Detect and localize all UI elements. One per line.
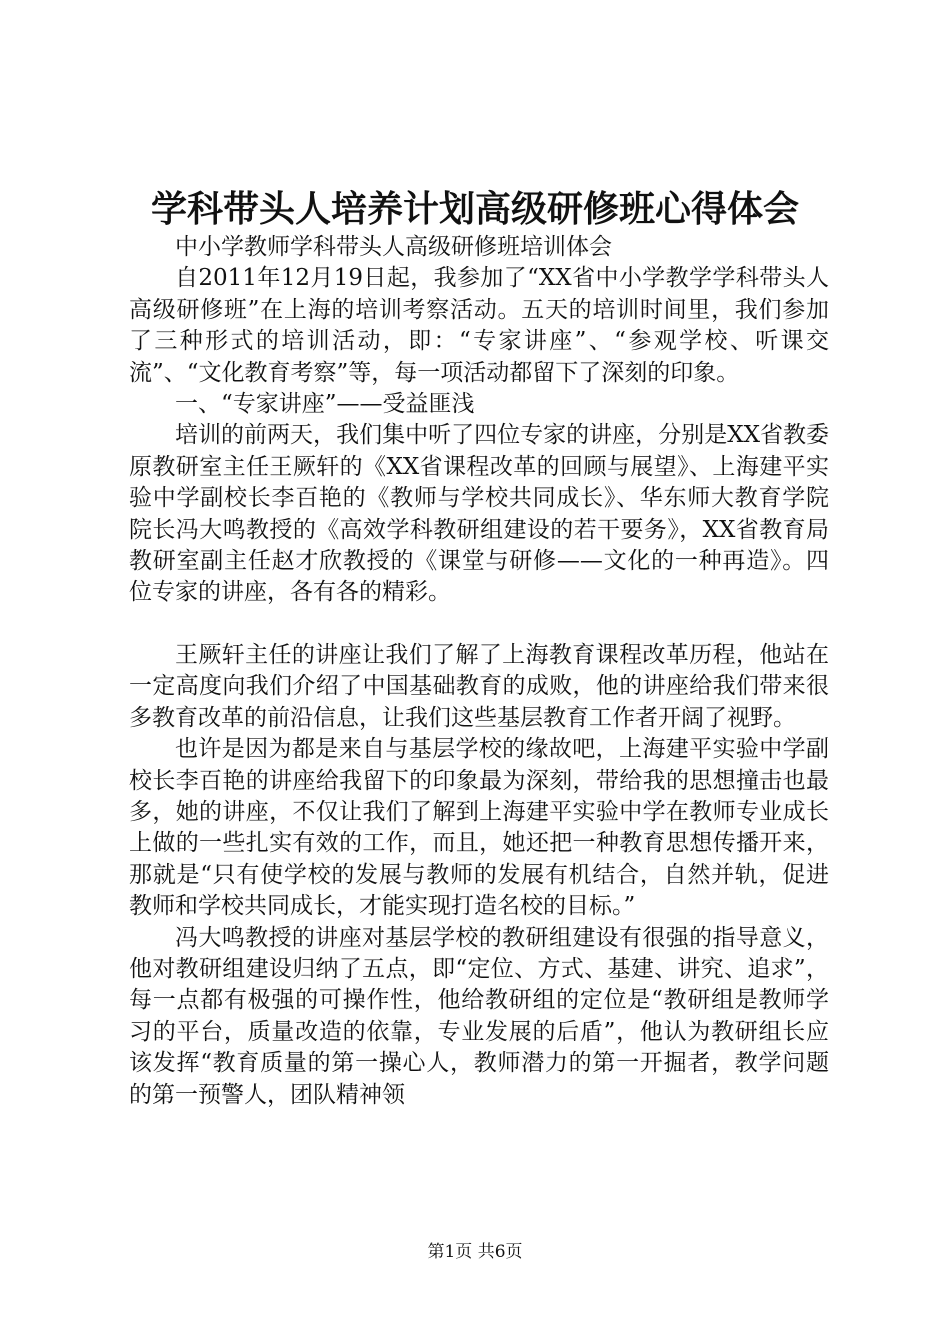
document-title: 学科带头人培养计划高级研修班心得体会: [150, 188, 799, 230]
wang-lecture-paragraph: 王厥轩主任的讲座让我们了解了上海教育课程改革历程，他站在一定高度向我们介绍了中国基础教育的成败，他的讲座给我们带来很多教育改革的前沿信息，让我们这些基层教育工作者开阔了视野。: [129, 641, 829, 731]
page-footer: 第1页 共6页: [427, 1242, 523, 1262]
intro-paragraph: 自2011年12月19日起，我参加了“XX省中小学教学学科带头人高级研修班”在上海的培训考察活动。五天的培训时间里，我们参加了三种形式的培训活动，即：“专家讲座”、“参观学校、听课交流”、“文化教育考察”等，每一项活动都留下了深刻的印象。: [129, 265, 829, 386]
subtitle-paragraph: 中小学教师学科带头人高级研修班培训体会: [175, 234, 612, 260]
lectures-paragraph: 培训的前两天，我们集中听了四位专家的讲座，分别是XX省教委原教研室主任王厥轩的《XX省课程改革的回顾与展望》、上海建平实验中学副校长李百艳的《教师与学校共同成长》、华东师大教育学院院长冯大鸣教授的《高效学科教研组建设的若干要务》，XX省教育局教研室副主任赵才欣教授的《课堂与研修——文化的一种再造》。四位专家的讲座，各有各的精彩。: [129, 422, 829, 606]
li-lecture-paragraph: 也许是因为都是来自与基层学校的缘故吧，上海建平实验中学副校长李百艳的讲座给我留下的印象最为深刻，带给我的思想撞击也最多，她的讲座，不仅让我们了解到上海建平实验中学在教师专业成长上做的一些扎实有效的工作，而且，她还把一种教育思想传播开来，那就是“只有使学校的发展与教师的发展有机结合，自然并轨，促进教师和学校共同成长，才能实现打造名校的目标。”: [129, 736, 829, 920]
document-body: [129, 232, 829, 1111]
section-heading: 一、“专家讲座”——受益匪浅: [175, 391, 475, 418]
feng-lecture-paragraph: 冯大鸣教授的讲座对基层学校的教研组建设有很强的指导意义，他对教研组建设归纳了五点，即“定位、方式、基建、讲究、追求”，每一点都有极强的可操作性，他给教研组的定位是“教研组是教师学习的平台，质量改造的依靠，专业发展的后盾”，他认为教研组长应该发挥“教育质量的第一操心人，教师潜力的第一开掘者，教学问题的第一预警人，团队精神领: [129, 924, 829, 1108]
